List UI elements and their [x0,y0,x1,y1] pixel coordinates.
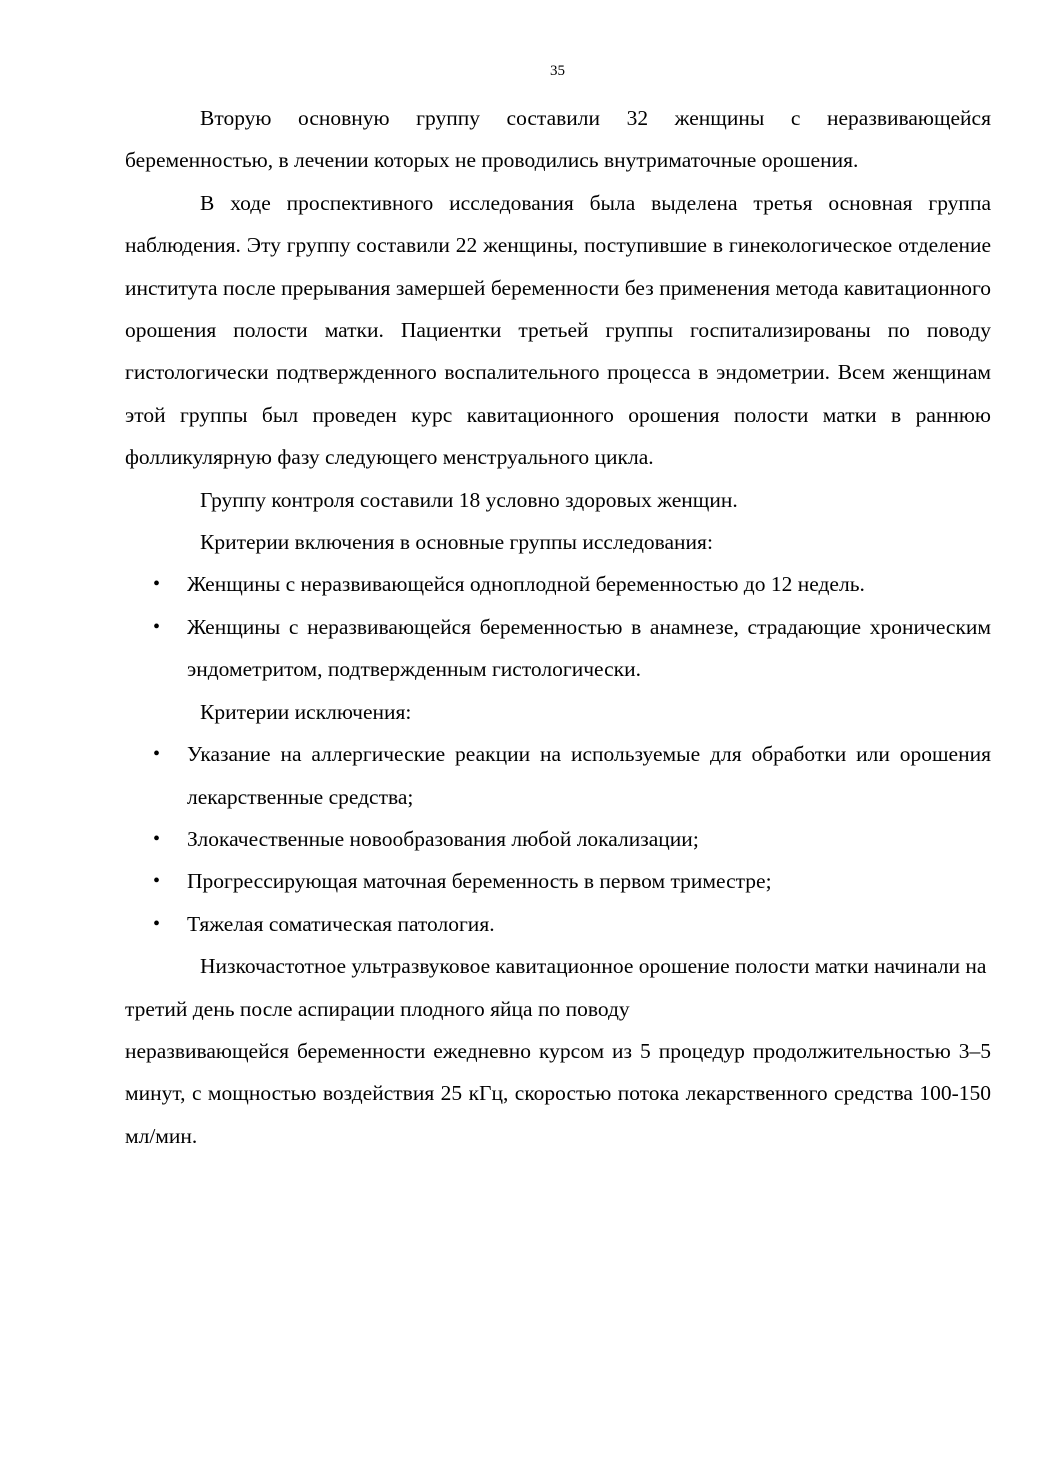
paragraph-procedure-start: Низкочастотное ультразвуковое кавитационное орошение полости матки начинали на третий день после аспирации плодного яйца по поводу [125,954,987,1021]
page-number: 35 [550,63,565,79]
list-item [125,606,991,691]
list-item [125,818,991,860]
inclusion-criteria-list [125,563,991,690]
list-item [125,860,991,902]
paragraph-second-group: Вторую основную группу составили 32 женщины с неразвивающейся беременностью, в лечении которых не проводились внутриматочные орошения. [125,106,991,173]
bullet-icon: • [153,743,161,766]
paragraph-procedure-details: неразвивающейся беременности ежедневно курсом из 5 процедур продолжительностью 3–5 минут, с мощностью воздействия 25 кГц, скоростью потока лекарственного средства 100-150 мл/мин. [125,1038,991,1148]
exclusion-criteria-list [125,733,991,945]
body-text [125,97,991,1157]
list-item [125,903,991,945]
inclusion-criteria-heading: Критерии включения в основные группы исследования: [200,530,713,555]
list-item-text: Прогрессирующая маточная беременность в первом триместре; [187,869,772,894]
list-item-text: Злокачественные новообразования любой локализации; [187,826,699,851]
list-item-text: Тяжелая соматическая патология. [187,911,495,936]
bullet-icon: • [153,615,161,638]
bullet-icon: • [153,870,161,893]
bullet-icon: • [153,912,161,935]
list-item-text: Женщины с неразвивающейся беременностью в анамнезе, страдающие хроническим эндометритом, подтвержденным гистологически. [187,614,991,682]
list-item-text: Женщины с неразвивающейся одноплодной беременностью до 12 недель. [187,572,865,597]
exclusion-criteria-heading: Критерии исключения: [200,699,412,724]
list-item [125,563,991,605]
paragraph-control-group: Группу контроля составили 18 условно здоровых женщин. [200,487,738,512]
list-item-text: Указание на аллергические реакции на используемые для обработки или орошения лекарственные средства; [187,742,991,809]
list-item [125,733,991,818]
paragraph-third-group: В ходе проспективного исследования была выделена третья основная группа наблюдения. Эту группу составили 22 женщины, поступившие в гинекологическое отделение института после прерывания замершей беременности без применения метода кавитационного орошения полости матки. Пациентки третьей группы госпитализированы по поводу гистологически подтвержденного воспалительного процесса в эндометрии. Всем женщинам этой группы был проведен курс кавитационного орошения полости матки в раннюю фолликулярную фазу следующего менструального цикла. [125,190,991,470]
bullet-icon: • [153,827,161,850]
bullet-icon: • [153,573,161,596]
